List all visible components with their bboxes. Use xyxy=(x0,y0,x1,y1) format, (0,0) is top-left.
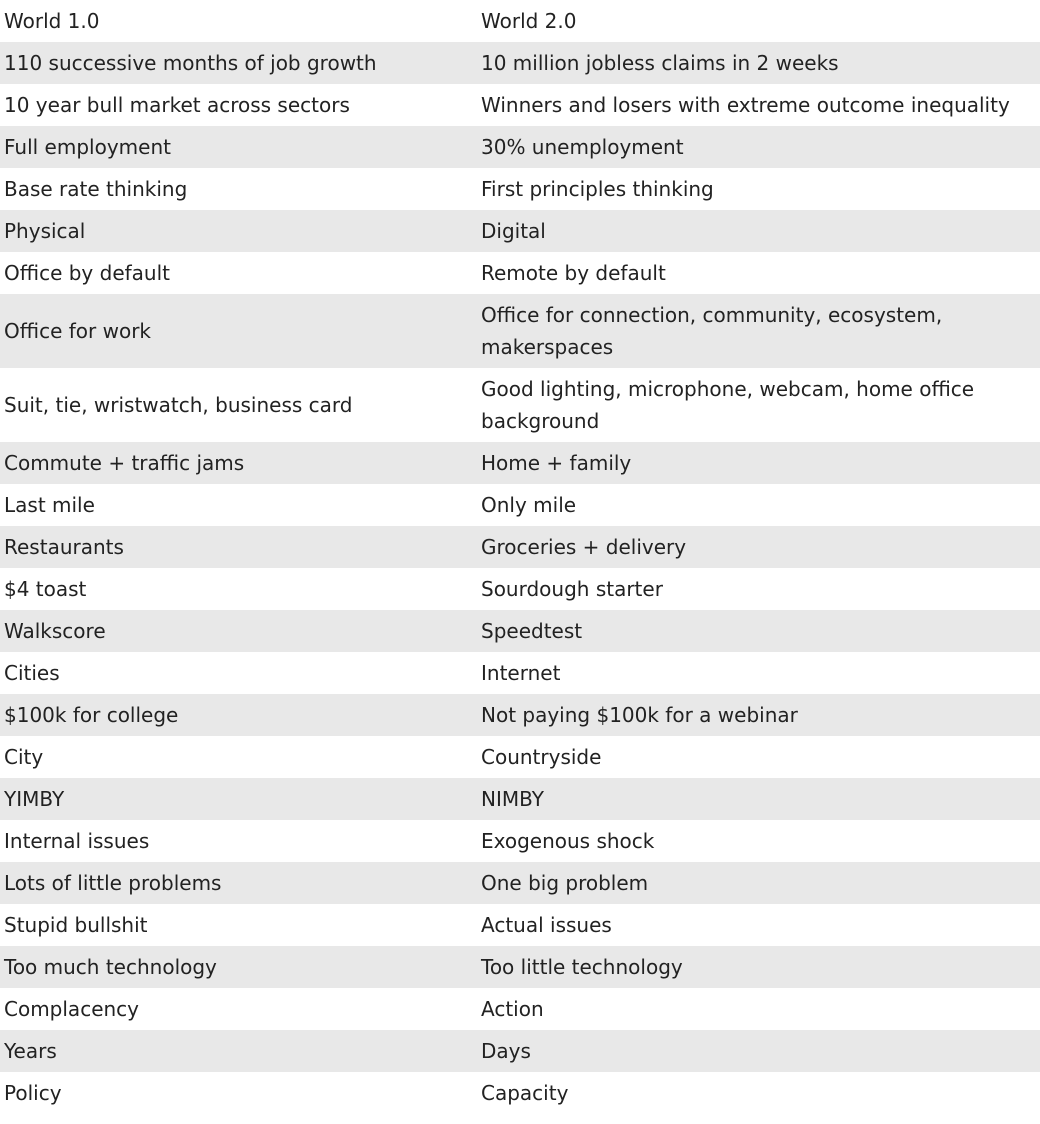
world-2-cell: Actual issues xyxy=(477,904,1040,946)
table-row xyxy=(0,126,1040,168)
table-row xyxy=(0,694,1040,736)
world-2-cell: Groceries + delivery xyxy=(477,526,1040,568)
world-1-cell: Internal issues xyxy=(0,820,477,862)
world-1-cell: City xyxy=(0,736,477,778)
table-row xyxy=(0,168,1040,210)
table-row xyxy=(0,988,1040,1030)
world-2-cell: Home + family xyxy=(477,442,1040,484)
header-world-1: World 1.0 xyxy=(0,0,477,42)
world-1-cell: Stupid bullshit xyxy=(0,904,477,946)
world-1-cell: Base rate thinking xyxy=(0,168,477,210)
world-2-cell: Sourdough starter xyxy=(477,568,1040,610)
world-2-cell: Good lighting, microphone, webcam, home office background xyxy=(477,368,1040,442)
world-2-cell: Not paying $100k for a webinar xyxy=(477,694,1040,736)
world-2-cell: Exogenous shock xyxy=(477,820,1040,862)
header-row xyxy=(0,0,1040,42)
table-row xyxy=(0,820,1040,862)
world-1-cell: 10 year bull market across sectors xyxy=(0,84,477,126)
world-2-cell: Action xyxy=(477,988,1040,1030)
world-1-cell: $100k for college xyxy=(0,694,477,736)
table-row xyxy=(0,42,1040,84)
table-row xyxy=(0,484,1040,526)
world-1-cell: Suit, tie, wristwatch, business card xyxy=(0,368,477,442)
world-1-cell: Walkscore xyxy=(0,610,477,652)
world-1-cell: Cities xyxy=(0,652,477,694)
header-world-2: World 2.0 xyxy=(477,0,1040,42)
table-row xyxy=(0,736,1040,778)
table-row xyxy=(0,778,1040,820)
table-row xyxy=(0,652,1040,694)
world-2-cell: First principles thinking xyxy=(477,168,1040,210)
table-row xyxy=(0,1072,1040,1114)
world-1-cell: Too much technology xyxy=(0,946,477,988)
world-2-cell: 10 million jobless claims in 2 weeks xyxy=(477,42,1040,84)
table-row xyxy=(0,610,1040,652)
world-1-cell: Restaurants xyxy=(0,526,477,568)
world-2-cell: Days xyxy=(477,1030,1040,1072)
table-row xyxy=(0,210,1040,252)
world-1-cell: Years xyxy=(0,1030,477,1072)
table-row xyxy=(0,946,1040,988)
world-1-cell: Commute + traffic jams xyxy=(0,442,477,484)
world-2-cell: 30% unemployment xyxy=(477,126,1040,168)
world-2-cell: Internet xyxy=(477,652,1040,694)
world-1-cell: Complacency xyxy=(0,988,477,1030)
world-1-cell: Policy xyxy=(0,1072,477,1114)
world-1-cell: Office for work xyxy=(0,294,477,368)
world-2-cell: Only mile xyxy=(477,484,1040,526)
world-1-cell: Office by default xyxy=(0,252,477,294)
world-2-cell: Speedtest xyxy=(477,610,1040,652)
table-row xyxy=(0,84,1040,126)
world-2-cell: Remote by default xyxy=(477,252,1040,294)
table-row xyxy=(0,368,1040,442)
world-1-cell: Full employment xyxy=(0,126,477,168)
world-1-cell: Physical xyxy=(0,210,477,252)
world-1-cell: $4 toast xyxy=(0,568,477,610)
table-row xyxy=(0,252,1040,294)
world-1-cell: YIMBY xyxy=(0,778,477,820)
world-1-cell: Lots of little problems xyxy=(0,862,477,904)
world-1-cell: Last mile xyxy=(0,484,477,526)
world-2-cell: One big problem xyxy=(477,862,1040,904)
world-1-cell: 110 successive months of job growth xyxy=(0,42,477,84)
table-row xyxy=(0,442,1040,484)
world-2-cell: Capacity xyxy=(477,1072,1040,1114)
table-row xyxy=(0,1030,1040,1072)
table-row xyxy=(0,294,1040,368)
table-row xyxy=(0,526,1040,568)
world-2-cell: NIMBY xyxy=(477,778,1040,820)
world-2-cell: Too little technology xyxy=(477,946,1040,988)
world-2-cell: Office for connection, community, ecosystem, makerspaces xyxy=(477,294,1040,368)
world-2-cell: Digital xyxy=(477,210,1040,252)
table-row xyxy=(0,904,1040,946)
world-2-cell: Winners and losers with extreme outcome inequality xyxy=(477,84,1040,126)
world-2-cell: Countryside xyxy=(477,736,1040,778)
table-row xyxy=(0,568,1040,610)
table-row xyxy=(0,862,1040,904)
